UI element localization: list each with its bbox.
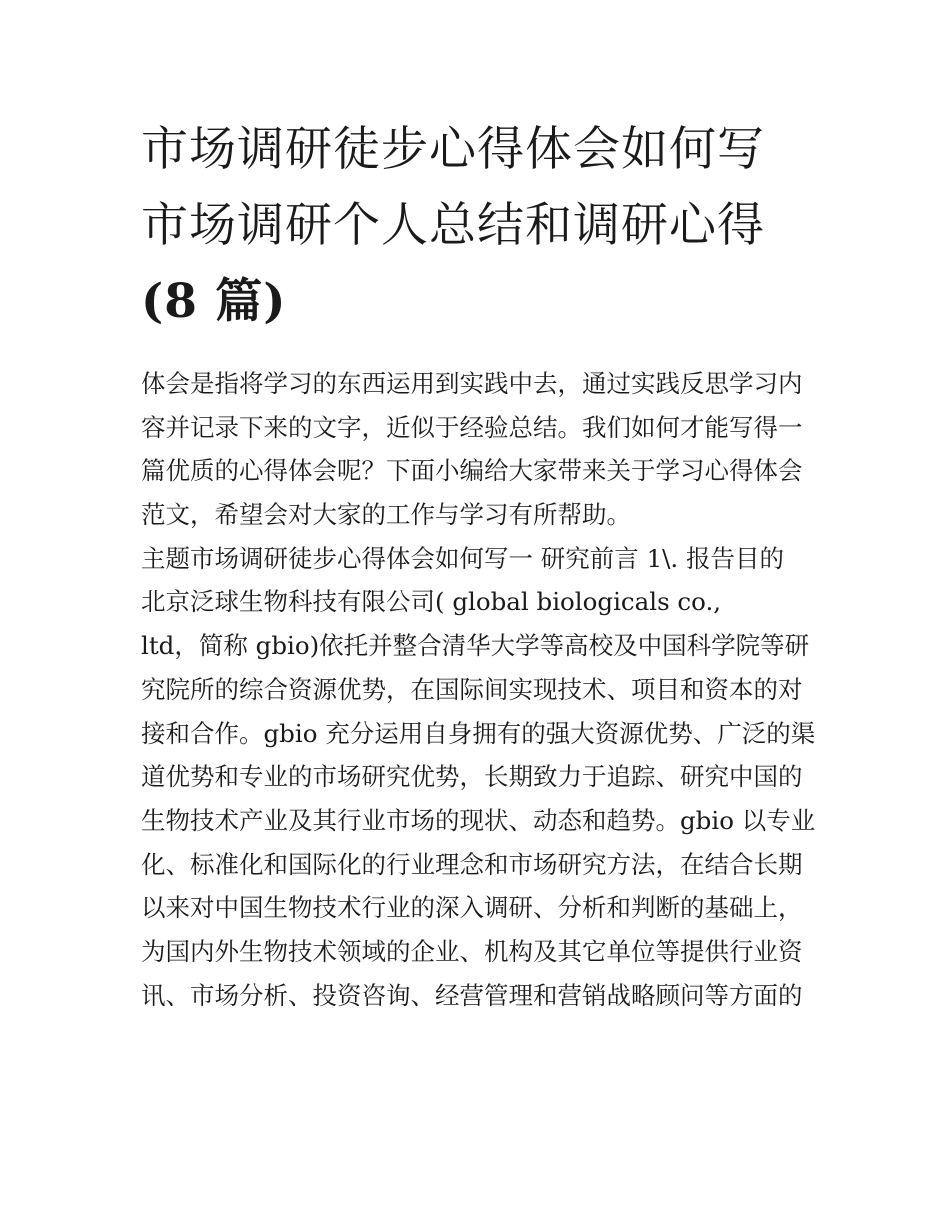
title-line: (8 篇) <box>141 274 287 329</box>
body-line: 北京泛球生物科技有限公司( global biologicals co., <box>141 587 722 617</box>
body-line: 讯、市场分析、投资咨询、经营管理和营销战略顾问等方面的 <box>141 980 803 1010</box>
body-line: 究院所的综合资源优势，在国际间实现技术、项目和资本的对 <box>141 674 803 704</box>
body-line: 篇优质的心得体会呢？下面小编给大家带来关于学习心得体会 <box>141 456 803 486</box>
title-line: 市场调研个人总结和调研心得 <box>141 198 765 253</box>
body-line: 化、标准化和国际化的行业理念和市场研究方法，在结合长期 <box>141 849 803 879</box>
body-line: 容并记录下来的文字，近似于经验总结。我们如何才能写得一 <box>141 412 803 442</box>
title-line: 市场调研徒步心得体会如何写 <box>141 122 765 177</box>
body-line: 主题市场调研徒步心得体会如何写一 研究前言 1\. 报告目的 <box>141 543 784 573</box>
body-line: 体会是指将学习的东西运用到实践中去，通过实践反思学习内 <box>141 369 803 398</box>
body-line: 为国内外生物技术领域的企业、机构及其它单位等提供行业资 <box>141 936 803 966</box>
body-line: 以来对中国生物技术行业的深入调研、分析和判断的基础上， <box>141 893 803 923</box>
body-line: 接和合作。gbio 充分运用自身拥有的强大资源优势、广泛的渠 <box>141 718 816 748</box>
body-line: 范文，希望会对大家的工作与学习有所帮助。 <box>141 500 631 530</box>
body-line: 生物技术产业及其行业市场的现状、动态和趋势。gbio 以专业 <box>141 805 816 835</box>
document-page <box>141 112 816 1017</box>
document-body <box>141 362 816 1017</box>
document-title <box>141 112 813 340</box>
body-line: ltd，简称 gbio)依托并整合清华大学等高校及中国科学院等研 <box>141 631 810 661</box>
body-line: 道优势和专业的市场研究优势，长期致力于追踪、研究中国的 <box>141 762 803 792</box>
